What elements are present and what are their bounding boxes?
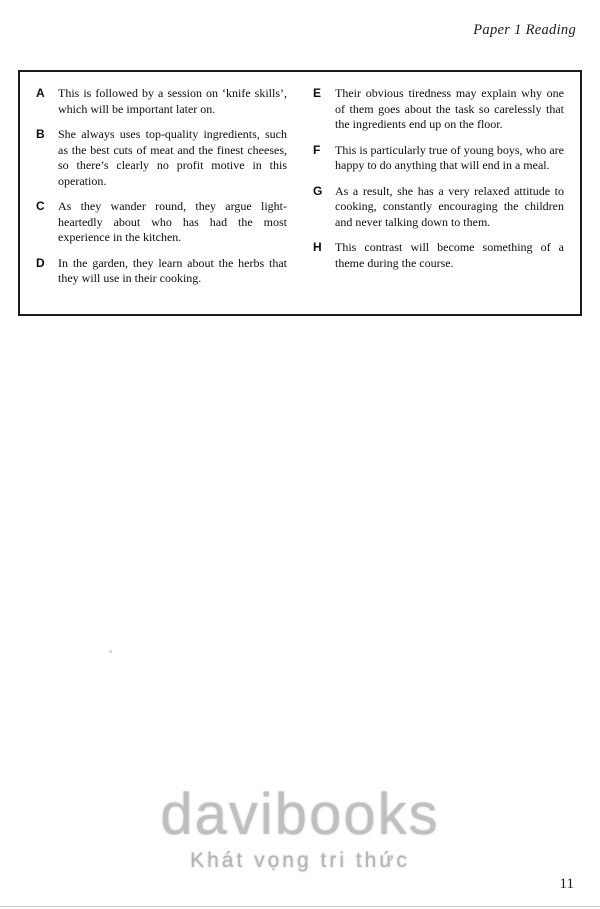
watermark [0,782,600,872]
options-column-right [313,86,564,302]
option-text: She always uses top-quality ingredients, such as the best cuts of meat and the finest cheeses, so there’s clearly no profit motive in this operation. [58,127,287,188]
option-item [36,256,287,287]
watermark-title: davibooks [160,782,440,847]
option-letter: A [36,86,45,100]
option-text: This contrast will become something of a theme during the course. [335,240,564,270]
option-item [36,127,287,189]
scan-artifact-dot [109,650,112,653]
option-letter: C [36,199,45,213]
option-item [313,143,564,174]
option-item [313,86,564,133]
option-letter: D [36,255,45,270]
option-letter: F [313,142,321,157]
option-letter: B [36,127,45,141]
option-letter: G [313,183,323,198]
option-text: Their obvious tiredness may explain why one of them goes about the task so carelessly that the ingredients end up on the floor. [335,86,564,131]
options-column-left [36,86,287,302]
option-item [36,199,287,246]
option-text: In the garden, they learn about the herbs that they will use in their cooking. [58,255,287,285]
options-box [18,70,582,316]
option-item [313,184,564,231]
scan-edge-line [0,906,600,907]
option-text: This is particularly true of young boys, who are happy to do anything that will end in a meal. [335,142,564,172]
option-letter: E [313,86,322,100]
option-text: This is followed by a session on ‘knife skills’, which will be important later on. [58,86,287,116]
option-item [36,86,287,117]
option-text: As they wander round, they argue light-heartedly about who has had the most experience in the kitchen. [58,199,287,244]
option-text: As a result, she has a very relaxed attitude to cooking, constantly encouraging the children and never talking down to them. [335,183,564,229]
page-header: Paper 1 Reading [473,22,576,38]
watermark-subtitle: Khát vọng tri thức [190,849,410,872]
option-letter: H [313,240,322,254]
page-number: 11 [559,876,574,892]
option-item [313,240,564,271]
